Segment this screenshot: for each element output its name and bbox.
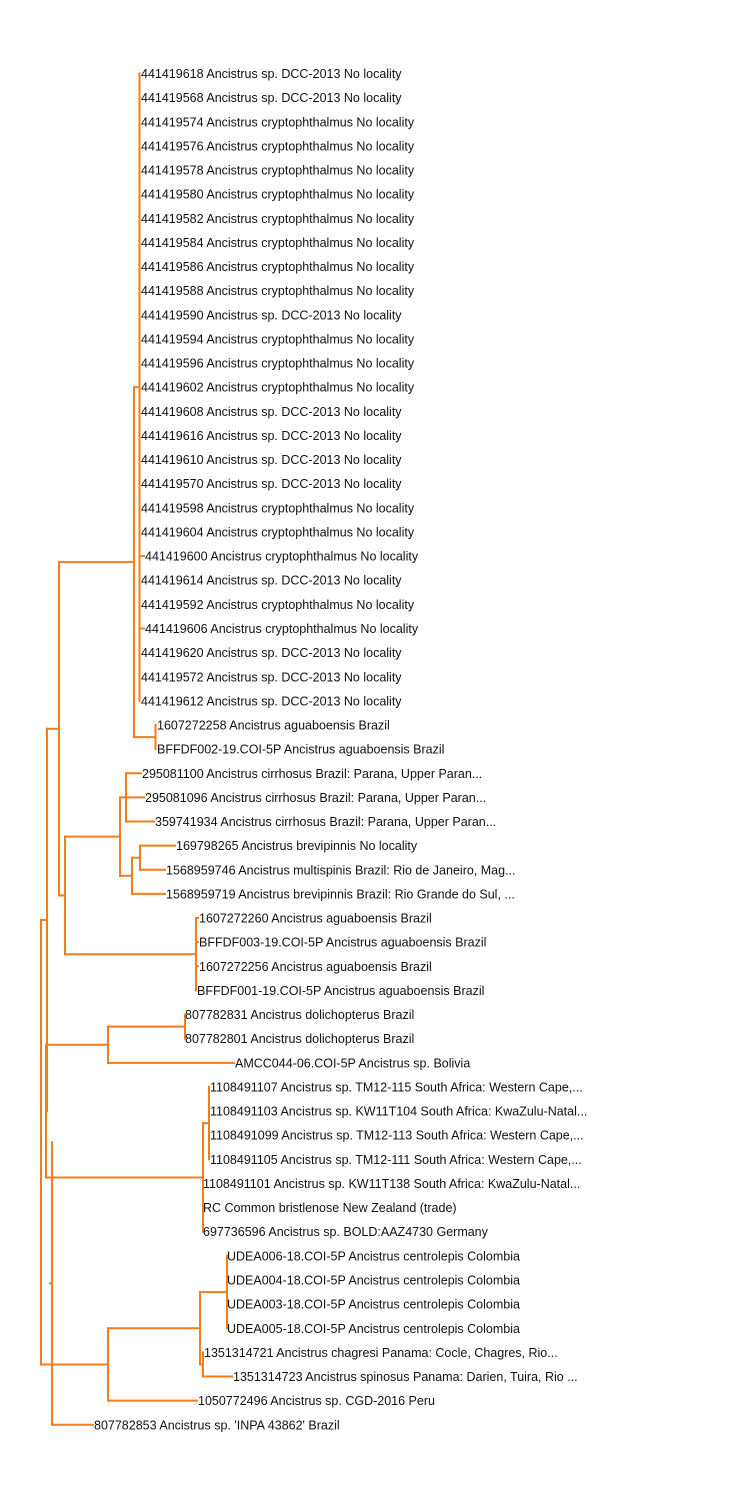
leaf-label: 441419614 Ancistrus sp. DCC-2013 No locality bbox=[141, 573, 402, 588]
leaf-label: 1050772496 Ancistrus sp. CGD-2016 Peru bbox=[198, 1394, 435, 1409]
leaf-label: 441419576 Ancistrus cryptophthalmus No locality bbox=[141, 139, 415, 154]
leaf-label: UDEA005-18.COI-5P Ancistrus centrolepis Colombia bbox=[227, 1321, 520, 1336]
leaf-label: 441419578 Ancistrus cryptophthalmus No locality bbox=[141, 163, 415, 178]
leaf-label: AMCC044-06.COI-5P Ancistrus sp. Bolivia bbox=[235, 1056, 471, 1071]
leaf-label: 441419568 Ancistrus sp. DCC-2013 No locality bbox=[141, 91, 402, 106]
leaf-label: 1568959746 Ancistrus multispinis Brazil: Rio de Janeiro, Mag... bbox=[166, 863, 516, 878]
leaf-label: 441419604 Ancistrus cryptophthalmus No locality bbox=[141, 525, 415, 540]
leaf-label: RC Common bristlenose New Zealand (trade) bbox=[203, 1201, 457, 1216]
leaf-label: 441419612 Ancistrus sp. DCC-2013 No locality bbox=[141, 694, 402, 709]
leaf-label: UDEA003-18.COI-5P Ancistrus centrolepis Colombia bbox=[227, 1297, 520, 1312]
leaf-label: 441419572 Ancistrus sp. DCC-2013 No locality bbox=[141, 670, 402, 685]
leaf-label: 807782853 Ancistrus sp. 'INPA 43862' Brazil bbox=[94, 1418, 340, 1433]
leaf-label: 441419588 Ancistrus cryptophthalmus No locality bbox=[141, 284, 415, 299]
leaf-label: 441419584 Ancistrus cryptophthalmus No locality bbox=[141, 235, 415, 250]
leaf-label: BFFDF003-19.COI-5P Ancistrus aguaboensis Brazil bbox=[199, 935, 487, 950]
leaf-label: 441419596 Ancistrus cryptophthalmus No locality bbox=[141, 356, 415, 371]
leaf-label: 807782831 Ancistrus dolichopterus Brazil bbox=[185, 1008, 415, 1023]
leaf-label: 441419598 Ancistrus cryptophthalmus No locality bbox=[141, 501, 415, 516]
leaf-label: BFFDF001-19.COI-5P Ancistrus aguaboensis Brazil bbox=[197, 983, 485, 998]
leaf-label: 441419574 Ancistrus cryptophthalmus No locality bbox=[141, 115, 415, 130]
tree-leaf-labels bbox=[94, 67, 587, 1432]
leaf-label: 441419606 Ancistrus cryptophthalmus No locality bbox=[145, 621, 419, 636]
leaf-label: BFFDF002-19.COI-5P Ancistrus aguaboensis Brazil bbox=[157, 742, 445, 757]
leaf-label: 1351314721 Ancistrus chagresi Panama: Cocle, Chagres, Rio... bbox=[204, 1345, 558, 1360]
leaf-label: 441419580 Ancistrus cryptophthalmus No locality bbox=[141, 187, 415, 202]
leaf-label: 169798265 Ancistrus brevipinnis No locality bbox=[176, 839, 418, 854]
leaf-label: 1108491103 Ancistrus sp. KW11T104 South Africa: KwaZulu-Natal... bbox=[210, 1104, 588, 1119]
leaf-label: 1108491105 Ancistrus sp. TM12-111 South Africa: Western Cape,... bbox=[210, 1152, 582, 1167]
leaf-label: 441419610 Ancistrus sp. DCC-2013 No locality bbox=[141, 453, 402, 468]
leaf-label: 1607272260 Ancistrus aguaboensis Brazil bbox=[199, 911, 432, 926]
leaf-label: 1108491101 Ancistrus sp. KW11T138 South Africa: KwaZulu-Natal... bbox=[203, 1176, 581, 1191]
leaf-label: 441419582 Ancistrus cryptophthalmus No locality bbox=[141, 211, 415, 226]
leaf-label: 441419590 Ancistrus sp. DCC-2013 No locality bbox=[141, 308, 402, 323]
leaf-label: 441419608 Ancistrus sp. DCC-2013 No locality bbox=[141, 404, 402, 419]
leaf-label: 295081096 Ancistrus cirrhosus Brazil: Parana, Upper Paran... bbox=[145, 790, 487, 805]
leaf-label: 359741934 Ancistrus cirrhosus Brazil: Parana, Upper Paran... bbox=[155, 815, 497, 830]
leaf-label: 441419570 Ancistrus sp. DCC-2013 No locality bbox=[141, 477, 402, 492]
leaf-label: 697736596 Ancistrus sp. BOLD:AAZ4730 Germany bbox=[203, 1225, 488, 1240]
leaf-label: 441419618 Ancistrus sp. DCC-2013 No locality bbox=[141, 67, 402, 81]
leaf-label: 1351314723 Ancistrus spinosus Panama: Darien, Tuira, Rio ... bbox=[233, 1370, 578, 1385]
leaf-label: 807782801 Ancistrus dolichopterus Brazil bbox=[185, 1032, 415, 1047]
leaf-label: 441419616 Ancistrus sp. DCC-2013 No locality bbox=[141, 428, 402, 443]
leaf-label: 441419594 Ancistrus cryptophthalmus No locality bbox=[141, 332, 415, 347]
leaf-label: 1108491099 Ancistrus sp. TM12-113 South Africa: Western Cape,... bbox=[210, 1128, 584, 1143]
leaf-label: UDEA004-18.COI-5P Ancistrus centrolepis Colombia bbox=[227, 1273, 520, 1288]
leaf-label: 295081100 Ancistrus cirrhosus Brazil: Parana, Upper Paran... bbox=[142, 766, 483, 781]
leaf-label: 1607272258 Ancistrus aguaboensis Brazil bbox=[157, 718, 390, 733]
leaf-label: 441419600 Ancistrus cryptophthalmus No locality bbox=[145, 549, 419, 564]
leaf-label: 441419620 Ancistrus sp. DCC-2013 No locality bbox=[141, 646, 402, 661]
leaf-label: 441419602 Ancistrus cryptophthalmus No locality bbox=[141, 380, 415, 395]
leaf-label: 1568959719 Ancistrus brevipinnis Brazil: Rio Grande do Sul, ... bbox=[166, 887, 515, 902]
leaf-label: 1108491107 Ancistrus sp. TM12-115 South Africa: Western Cape,... bbox=[210, 1080, 583, 1095]
leaf-label: 441419586 Ancistrus cryptophthalmus No locality bbox=[141, 260, 415, 275]
leaf-label: 441419592 Ancistrus cryptophthalmus No locality bbox=[141, 597, 415, 612]
leaf-label: UDEA006-18.COI-5P Ancistrus centrolepis Colombia bbox=[227, 1249, 520, 1264]
leaf-label: 1607272256 Ancistrus aguaboensis Brazil bbox=[199, 959, 432, 974]
